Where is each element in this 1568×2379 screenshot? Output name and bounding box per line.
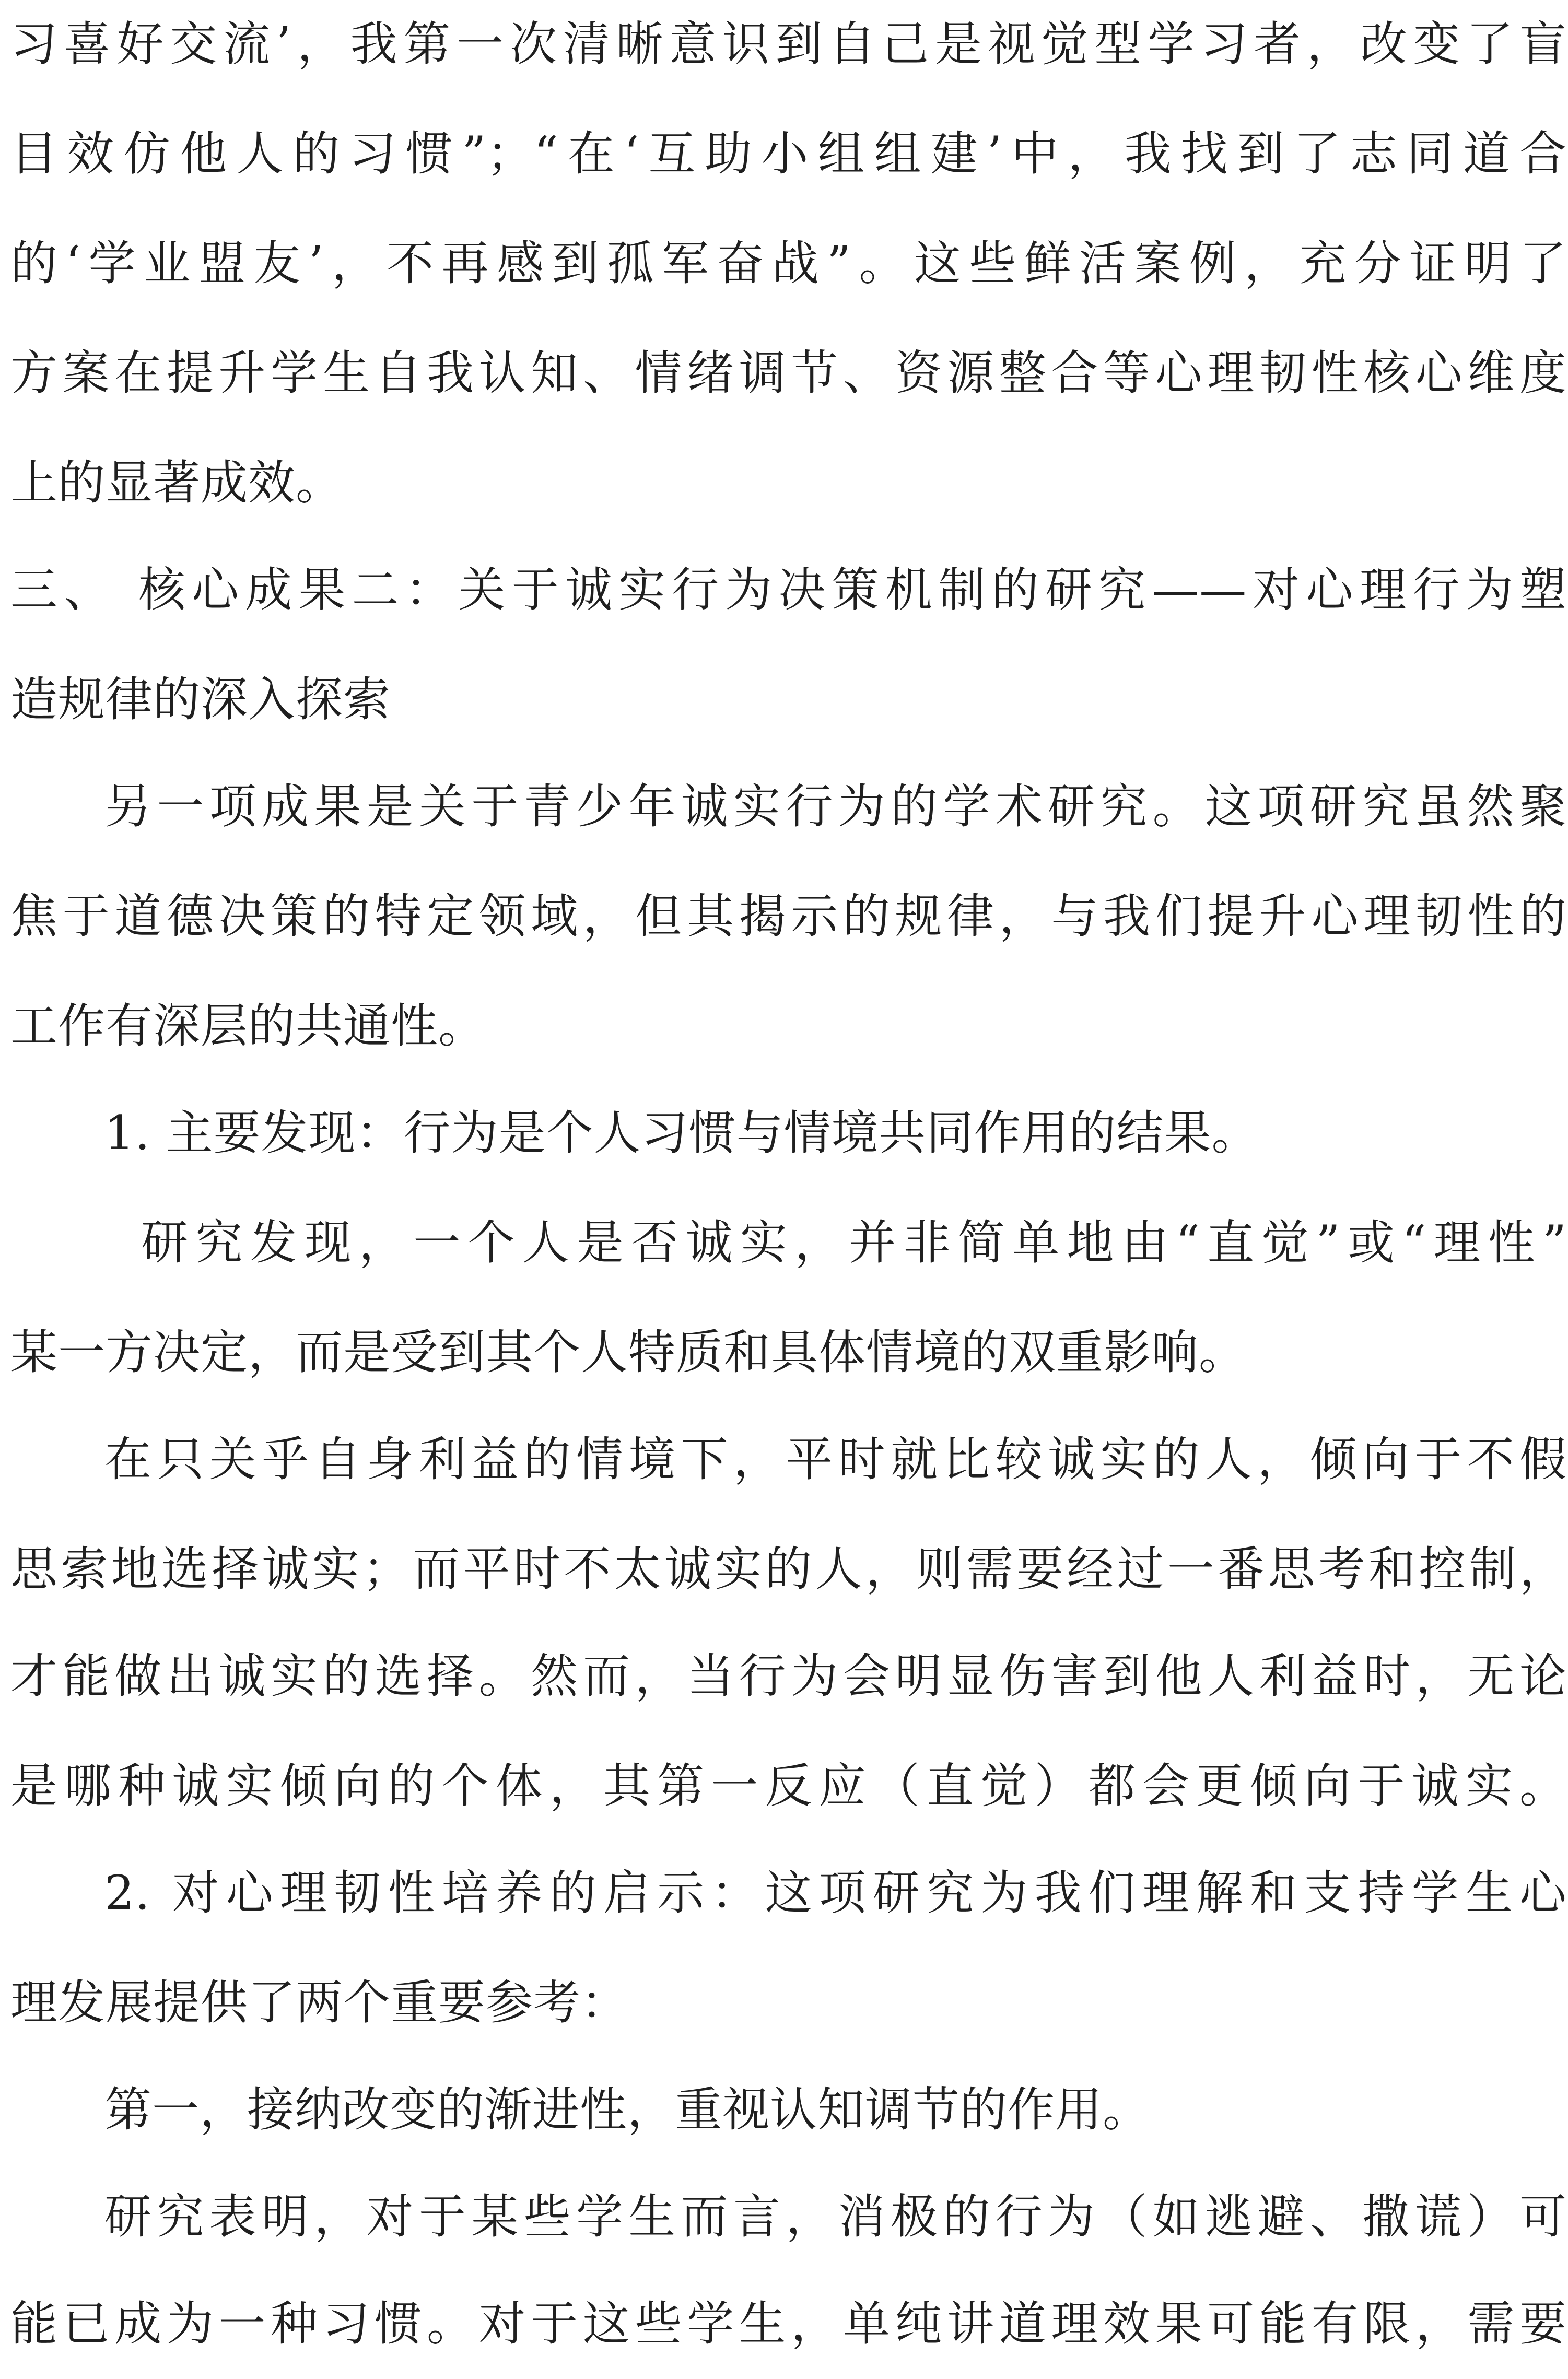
text-line-8: 另一项成果是关于青少年诚实行为的学术研究。这项研究虽然聚 bbox=[104, 779, 1567, 834]
text-line-4: 方案在提升学生自我认知、情绪调节、资源整合等心理韧性核心维度 bbox=[10, 346, 1567, 401]
text-line-20: 第一，接纳改变的渐进性，重视认知调节的作用。 bbox=[104, 2082, 1150, 2137]
text-line-1: 习喜好交流’，我第一次清晰意识到自己是视觉型学习者，改变了盲 bbox=[10, 17, 1567, 72]
text-line-14: 在只关乎自身利益的情境下，平时就比较诚实的人，倾向于不假 bbox=[104, 1432, 1567, 1487]
text-line-12: 研究发现，一个人是否诚实，并非简单地由“直觉”或“理性” bbox=[141, 1215, 1567, 1270]
text-line-16: 才能做出诚实的选择。然而，当行为会明显伤害到他人利益时，无论 bbox=[10, 1649, 1567, 1704]
text-line-9: 焦于道德决策的特定领域，但其揭示的规律，与我们提升心理韧性的 bbox=[10, 889, 1567, 944]
text-line-15: 思索地选择诚实；而平时不太诚实的人，则需要经过一番思考和控制， bbox=[10, 1542, 1567, 1597]
text-line-5: 上的显著成效。 bbox=[10, 455, 343, 510]
section-heading-line-1: 三、 核心成果二：关于诚实行为决策机制的研究——对心理行为塑 bbox=[10, 562, 1567, 617]
text-line-2: 目效仿他人的习惯”；“在‘互助小组组建’中，我找到了志同道合 bbox=[10, 126, 1567, 181]
text-line-10: 工作有深层的共通性。 bbox=[10, 999, 486, 1053]
text-line-17: 是哪种诚实倾向的个体，其第一反应（直觉）都会更倾向于诚实。 bbox=[10, 1759, 1567, 1813]
text-line-21: 研究表明，对于某些学生而言，消极的行为（如逃避、撒谎）可 bbox=[104, 2189, 1567, 2244]
text-line-22: 能已成为一种习惯。对于这些学生，单纯讲道理效果可能有限，需要 bbox=[10, 2296, 1567, 2351]
text-line-13: 某一方决定，而是受到其个人特质和具体情境的双重影响。 bbox=[10, 1325, 1246, 1380]
section-heading-line-2: 造规律的深入探索 bbox=[10, 672, 391, 727]
text-line-19: 理发展提供了两个重要参考： bbox=[10, 1975, 628, 2030]
subheading-2: 2. 对心理韧性培养的启示：这项研究为我们理解和支持学生心 bbox=[104, 1866, 1567, 1920]
text-line-3: 的‘学业盟友’，不再感到孤军奋战”。这些鲜活案例，充分证明了 bbox=[10, 236, 1567, 291]
subheading-1: 1. 主要发现：行为是个人习惯与情境共同作用的结果。 bbox=[104, 1106, 1259, 1161]
